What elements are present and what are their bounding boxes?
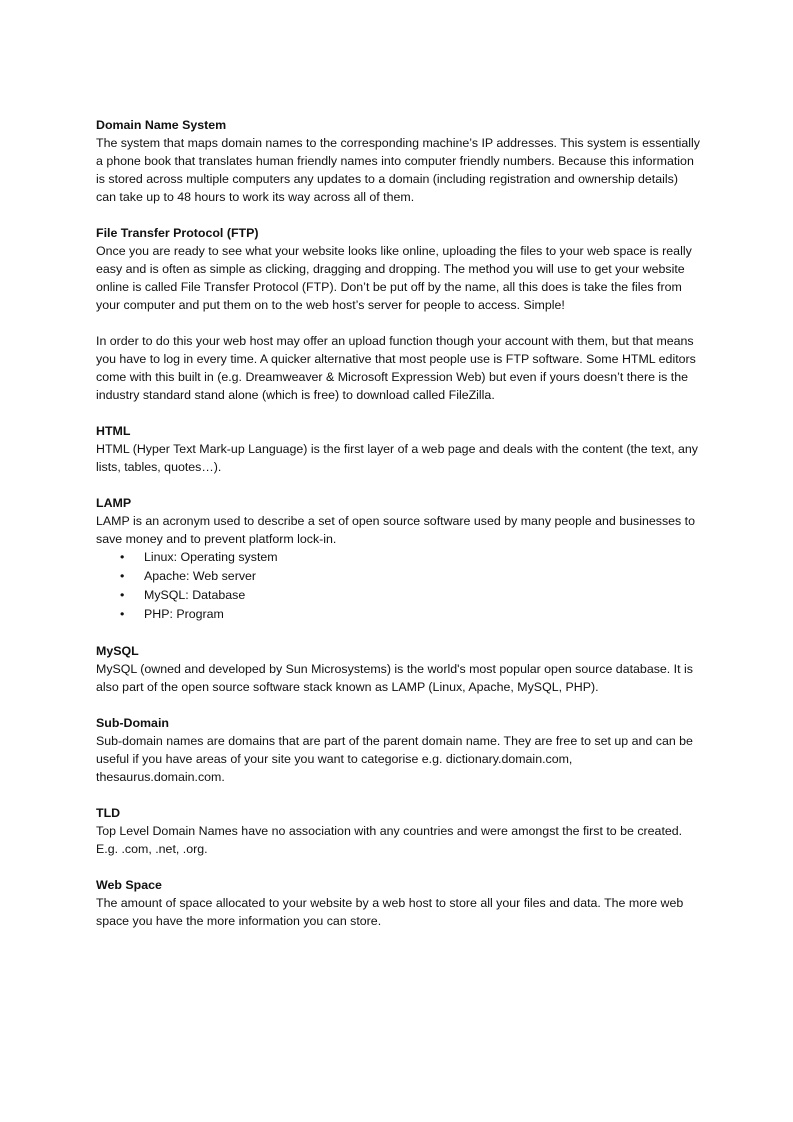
section-lamp (96, 494, 700, 624)
section-heading: LAMP (96, 496, 132, 510)
bullet-icon: • (120, 569, 125, 583)
document-page (96, 116, 700, 948)
list-item-text: MySQL: Database (144, 588, 246, 602)
section-heading: Sub-Domain (96, 716, 169, 730)
section-heading: HTML (96, 424, 131, 438)
section-paragraph: Sub-domain names are domains that are part of the parent domain name. They are free to set up and can be useful if you have areas of your site you want to categorise e.g. dictionary.domain.com, thesaurus.domain.com. (96, 734, 693, 784)
section-paragraph: Once you are ready to see what your website looks like online, uploading the files to your web space is really easy and is often as simple as clicking, dragging and dropping. The method you will use to get your website online is called File Transfer Protocol (FTP). Don’t be put off by the name, all this does is take the files from your computer and put them on to the web host’s server for people to access. Simple! (96, 244, 692, 312)
bullet-icon: • (120, 550, 125, 564)
section-sub-domain (96, 714, 700, 786)
list-item (120, 548, 700, 567)
list-item-text: PHP: Program (144, 607, 224, 621)
list-item (120, 567, 700, 586)
bullet-icon: • (120, 588, 125, 602)
section-html (96, 422, 700, 476)
section-heading: File Transfer Protocol (FTP) (96, 226, 259, 240)
section-paragraph: The system that maps domain names to the corresponding machine’s IP addresses. This system is essentially a phone book that translates human friendly names into computer friendly numbers. Because this information is stored across multiple computers any updates to a domain (including registration and ownership details) can take up to 48 hours to work its way across all of them. (96, 136, 700, 204)
section-paragraph: Top Level Domain Names have no association with any countries and were amongst the first to be created. E.g. .com, .net, .org. (96, 824, 683, 856)
section-heading: Domain Name System (96, 118, 227, 132)
lamp-bullet-list (96, 548, 700, 624)
section-paragraph: LAMP is an acronym used to describe a set of open source software used by many people and businesses to save money and to prevent platform lock-in. (96, 514, 695, 546)
section-heading: TLD (96, 806, 121, 820)
section-paragraph: HTML (Hyper Text Mark-up Language) is the first layer of a web page and deals with the content (the text, any lists, tables, quotes…). (96, 442, 698, 474)
section-web-space (96, 876, 700, 930)
bullet-icon: • (120, 607, 125, 621)
section-heading: MySQL (96, 644, 139, 658)
section-mysql (96, 642, 700, 696)
section-paragraph: In order to do this your web host may offer an upload function though your account with them, but that means you have to log in every time. A quicker alternative that most people use is FTP software. Some HTML editors come with this built in (e.g. Dreamweaver & Microsoft Expression Web) but even if yours doesn’t there is the industry standard stand alone (which is free) to download called FileZilla. (96, 334, 696, 402)
list-item (120, 586, 700, 605)
section-heading: Web Space (96, 878, 162, 892)
list-item-text: Linux: Operating system (144, 550, 278, 564)
section-tld (96, 804, 700, 858)
list-item (120, 605, 700, 624)
section-paragraph: The amount of space allocated to your website by a web host to store all your files and data. The more web space you have the more information you can store. (96, 896, 684, 928)
section-paragraph: MySQL (owned and developed by Sun Microsystems) is the world's most popular open source database. It is also part of the open source software stack known as LAMP (Linux, Apache, MySQL, PHP). (96, 662, 693, 694)
list-item-text: Apache: Web server (144, 569, 257, 583)
section-domain-name-system (96, 116, 700, 206)
section-ftp (96, 224, 700, 404)
